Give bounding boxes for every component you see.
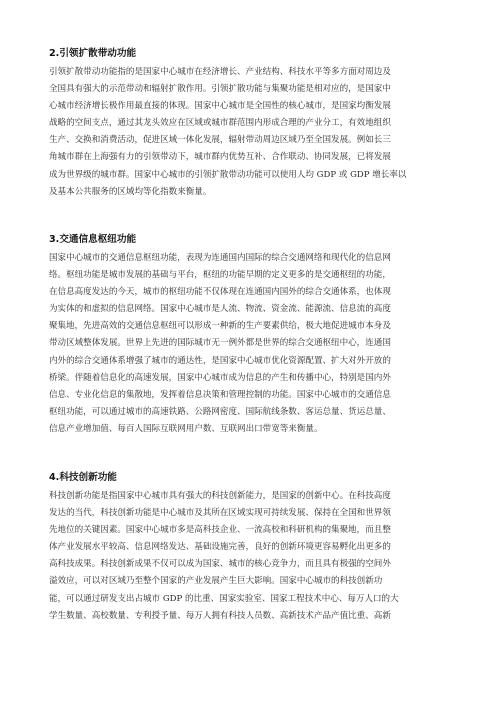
paragraph-line: 引领扩散带动功能指的是国家中心城市在经济增长、产业结构、科技水平等多方面对周边及 xyxy=(49,67,391,77)
paragraph-line: 络。枢纽功能是城市发展的基础与平台，枢纽的功能早期的定义更多的是交通枢纽的功能， xyxy=(49,270,391,281)
paragraph-line: 溢效应，可以对区域乃至整个国家的产业发展产生巨大影响。国家中心城市的科技创新功 xyxy=(49,576,383,587)
paragraph-line: 心城市经济增长极作用最直接的体现。国家中心城市是全国性的核心城市，是国家均衡发展 xyxy=(49,101,391,112)
section-paragraph-3 xyxy=(49,250,457,438)
paragraph-line: 枢纽功能，可以通过城市的高速铁路、公路网密度、国际航线条数、客运总量、货运总量、 xyxy=(49,406,391,417)
paragraph-line: 为实体的和虚拟的信息网络。国家中心城市是人流、物流、资金流、能源流、信息流的高度 xyxy=(49,304,391,315)
paragraph-line: 生产、交换和消费活动，促进区域一体化发展，辐射带动周边区域乃至全国发展。例如长三 xyxy=(49,135,391,146)
section-paragraph-4 xyxy=(49,488,457,625)
section-title-2: 2.引领扩散带动功能 xyxy=(49,48,137,59)
paragraph-line: 高科技成果。科技创新成果不仅可以成为国家、城市的核心竞争力，而且具有极强的空间外 xyxy=(49,559,391,570)
paragraph-line: 信息、专业化信息的集散地，发挥着信息决策和管理控制的功能。国家中心城市的交通信息 xyxy=(49,389,391,400)
paragraph-line: 角城市群在上海强有力的引领带动下，城市群内优势互补、合作联动、协同发展，已将发展 xyxy=(49,152,391,163)
paragraph-line: 全国具有强大的示范带动和辐射扩散作用。引领扩散功能与集聚功能是相对应的，是国家中 xyxy=(49,84,391,95)
paragraph-line: 聚集地，先进高效的交通信息枢纽可以形成一种新的生产要素供给，极大地促进城市本身及 xyxy=(49,321,391,332)
paragraph-line: 信息产业增加值、每百人国际互联网用户数、互联网出口带宽等来衡量。 xyxy=(49,423,323,434)
section-paragraph-2 xyxy=(49,64,457,201)
section-title-4: 4.科技创新功能 xyxy=(49,472,117,483)
paragraph-line: 在信息高度发达的今天，城市的枢纽功能不仅体现在连通国内国外的综合交通体系，也体现 xyxy=(49,287,391,298)
paragraph-line: 及基本公共服务的区域均等化指数来衡量。 xyxy=(49,186,212,197)
paragraph-line: 成为世界级的城市群。国家中心城市的引领扩散带动功能可以使用人均 GDP 或 GDP 增长率以 xyxy=(49,169,407,180)
paragraph-line: 带动区域整体发展。世界上先进的国际城市无一例外都是世界的综合交通枢纽中心，连通国 xyxy=(49,338,391,349)
section-title-3: 3.交通信息枢纽功能 xyxy=(49,234,137,245)
paragraph-line: 发达的当代，科技创新功能是中心城市及其所在区域实现可持续发展、保持在全国和世界领 xyxy=(49,508,391,519)
paragraph-line: 国家中心城市的交通信息枢纽功能，表现为连通国内国际的综合交通网络和现代化的信息网 xyxy=(49,253,391,263)
paragraph-line: 学生数量、高校数量、专利授予量、每万人拥有科技人员数、高新技术产品产值比重、高新 xyxy=(49,610,391,621)
paragraph-line: 战略的空间支点，通过其龙头效应在区域或城市群范围内形成合理的产业分工，有效地组织 xyxy=(49,118,391,129)
paragraph-line: 体产业发展水平较高、信息网络发达、基础设施完善，良好的创新环境更容易孵化出更多的 xyxy=(49,542,391,553)
paragraph-line: 科技创新功能是指国家中心城市具有强大的科技创新能力，是国家的创新中心。在科技高度 xyxy=(49,491,391,501)
paragraph-line: 桥梁。伴随着信息化的高速发展，国家中心城市成为信息的产生和传播中心，特别是国内外 xyxy=(49,372,391,383)
paragraph-line: 内外的综合交通体系增强了城市的通达性，是国家中心城市优化资源配置、扩大对外开放的 xyxy=(49,355,391,366)
paragraph-line: 能，可以通过研发支出占城市 GDP 的比重、国家实验室、国家工程技术中心、每万人口的大 xyxy=(49,593,399,604)
paragraph-line: 先地位的关键因素。国家中心城市多是高科技企业、一流高校和科研机构的集聚地，而且整 xyxy=(49,525,391,536)
